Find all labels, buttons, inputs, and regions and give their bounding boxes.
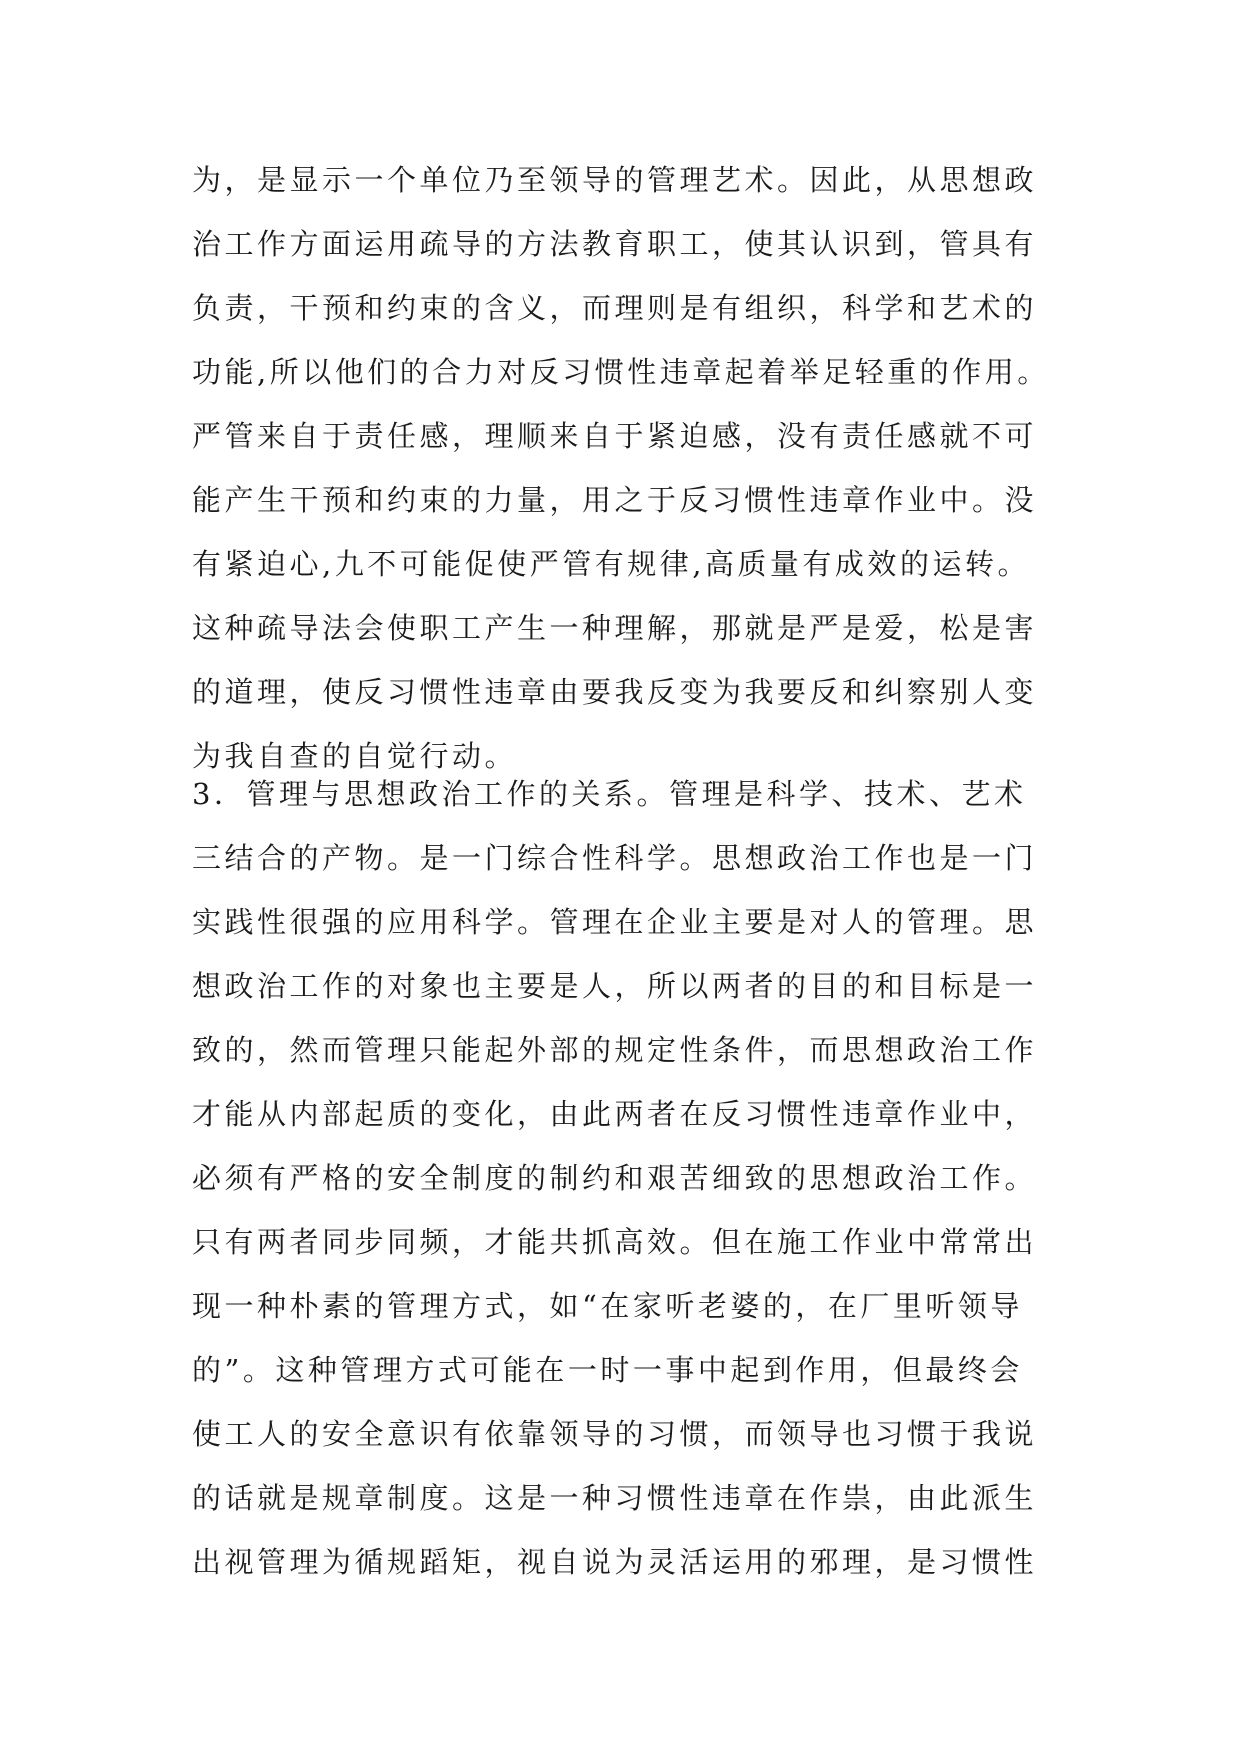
text-line: 出视管理为循规蹈矩，视自说为灵活运用的邪理，是习惯性: [192, 1545, 1038, 1579]
text-line: 现一种朴素的管理方式，如“在家听老婆的，在厂里听领导: [192, 1289, 1023, 1323]
text-line: 只有两者同步同频，才能共抓高效。但在施工作业中常常出: [192, 1225, 1038, 1259]
text-line: 的”。这种管理方式可能在一时一事中起到作用，但最终会: [192, 1353, 1023, 1387]
text-line: 为我自查的自觉行动。: [192, 739, 518, 773]
paragraph-1: [192, 148, 1052, 788]
text-line: 才能从内部起质的变化，由此两者在反习惯性违章作业中，: [192, 1097, 1038, 1131]
text-line: 这种疏导法会使职工产生一种理解，那就是严是爱，松是害: [192, 611, 1038, 645]
text-line: 使工人的安全意识有依靠领导的习惯，而领导也习惯于我说: [192, 1417, 1038, 1451]
text-line: 致的，然而管理只能起外部的规定性条件，而思想政治工作: [192, 1033, 1038, 1067]
text-line: 3．管理与思想政治工作的关系。管理是科学、技术、艺术: [192, 777, 1027, 811]
text-line: 实践性很强的应用科学。管理在企业主要是对人的管理。思: [192, 905, 1038, 939]
text-line: 的道理，使反习惯性违章由要我反变为我要反和纠察别人变: [192, 675, 1038, 709]
text-line: 必须有严格的安全制度的制约和艰苦细致的思想政治工作。: [192, 1161, 1038, 1195]
text-line: 有紧迫心,九不可能促使严管有规律,高质量有成效的运转。: [192, 547, 1030, 581]
text-line: 严管来自于责任感，理顺来自于紧迫感，没有责任感就不可: [192, 419, 1038, 453]
text-line: 三结合的产物。是一门综合性科学。思想政治工作也是一门: [192, 841, 1038, 875]
paragraph-2: [192, 762, 1052, 1594]
text-line: 负责，干预和约束的含义，而理则是有组织，科学和艺术的: [192, 291, 1038, 325]
text-line: 功能,所以他们的合力对反习惯性违章起着举足轻重的作用。: [192, 355, 1050, 389]
text-line: 治工作方面运用疏导的方法教育职工，使其认识到，管具有: [192, 227, 1038, 261]
text-line: 的话就是规章制度。这是一种习惯性违章在作祟，由此派生: [192, 1481, 1038, 1515]
text-line: 想政治工作的对象也主要是人，所以两者的目的和目标是一: [192, 969, 1038, 1003]
text-line: 为，是显示一个单位乃至领导的管理艺术。因此，从思想政: [192, 163, 1038, 197]
text-line: 能产生干预和约束的力量，用之于反习惯性违章作业中。没: [192, 483, 1038, 517]
